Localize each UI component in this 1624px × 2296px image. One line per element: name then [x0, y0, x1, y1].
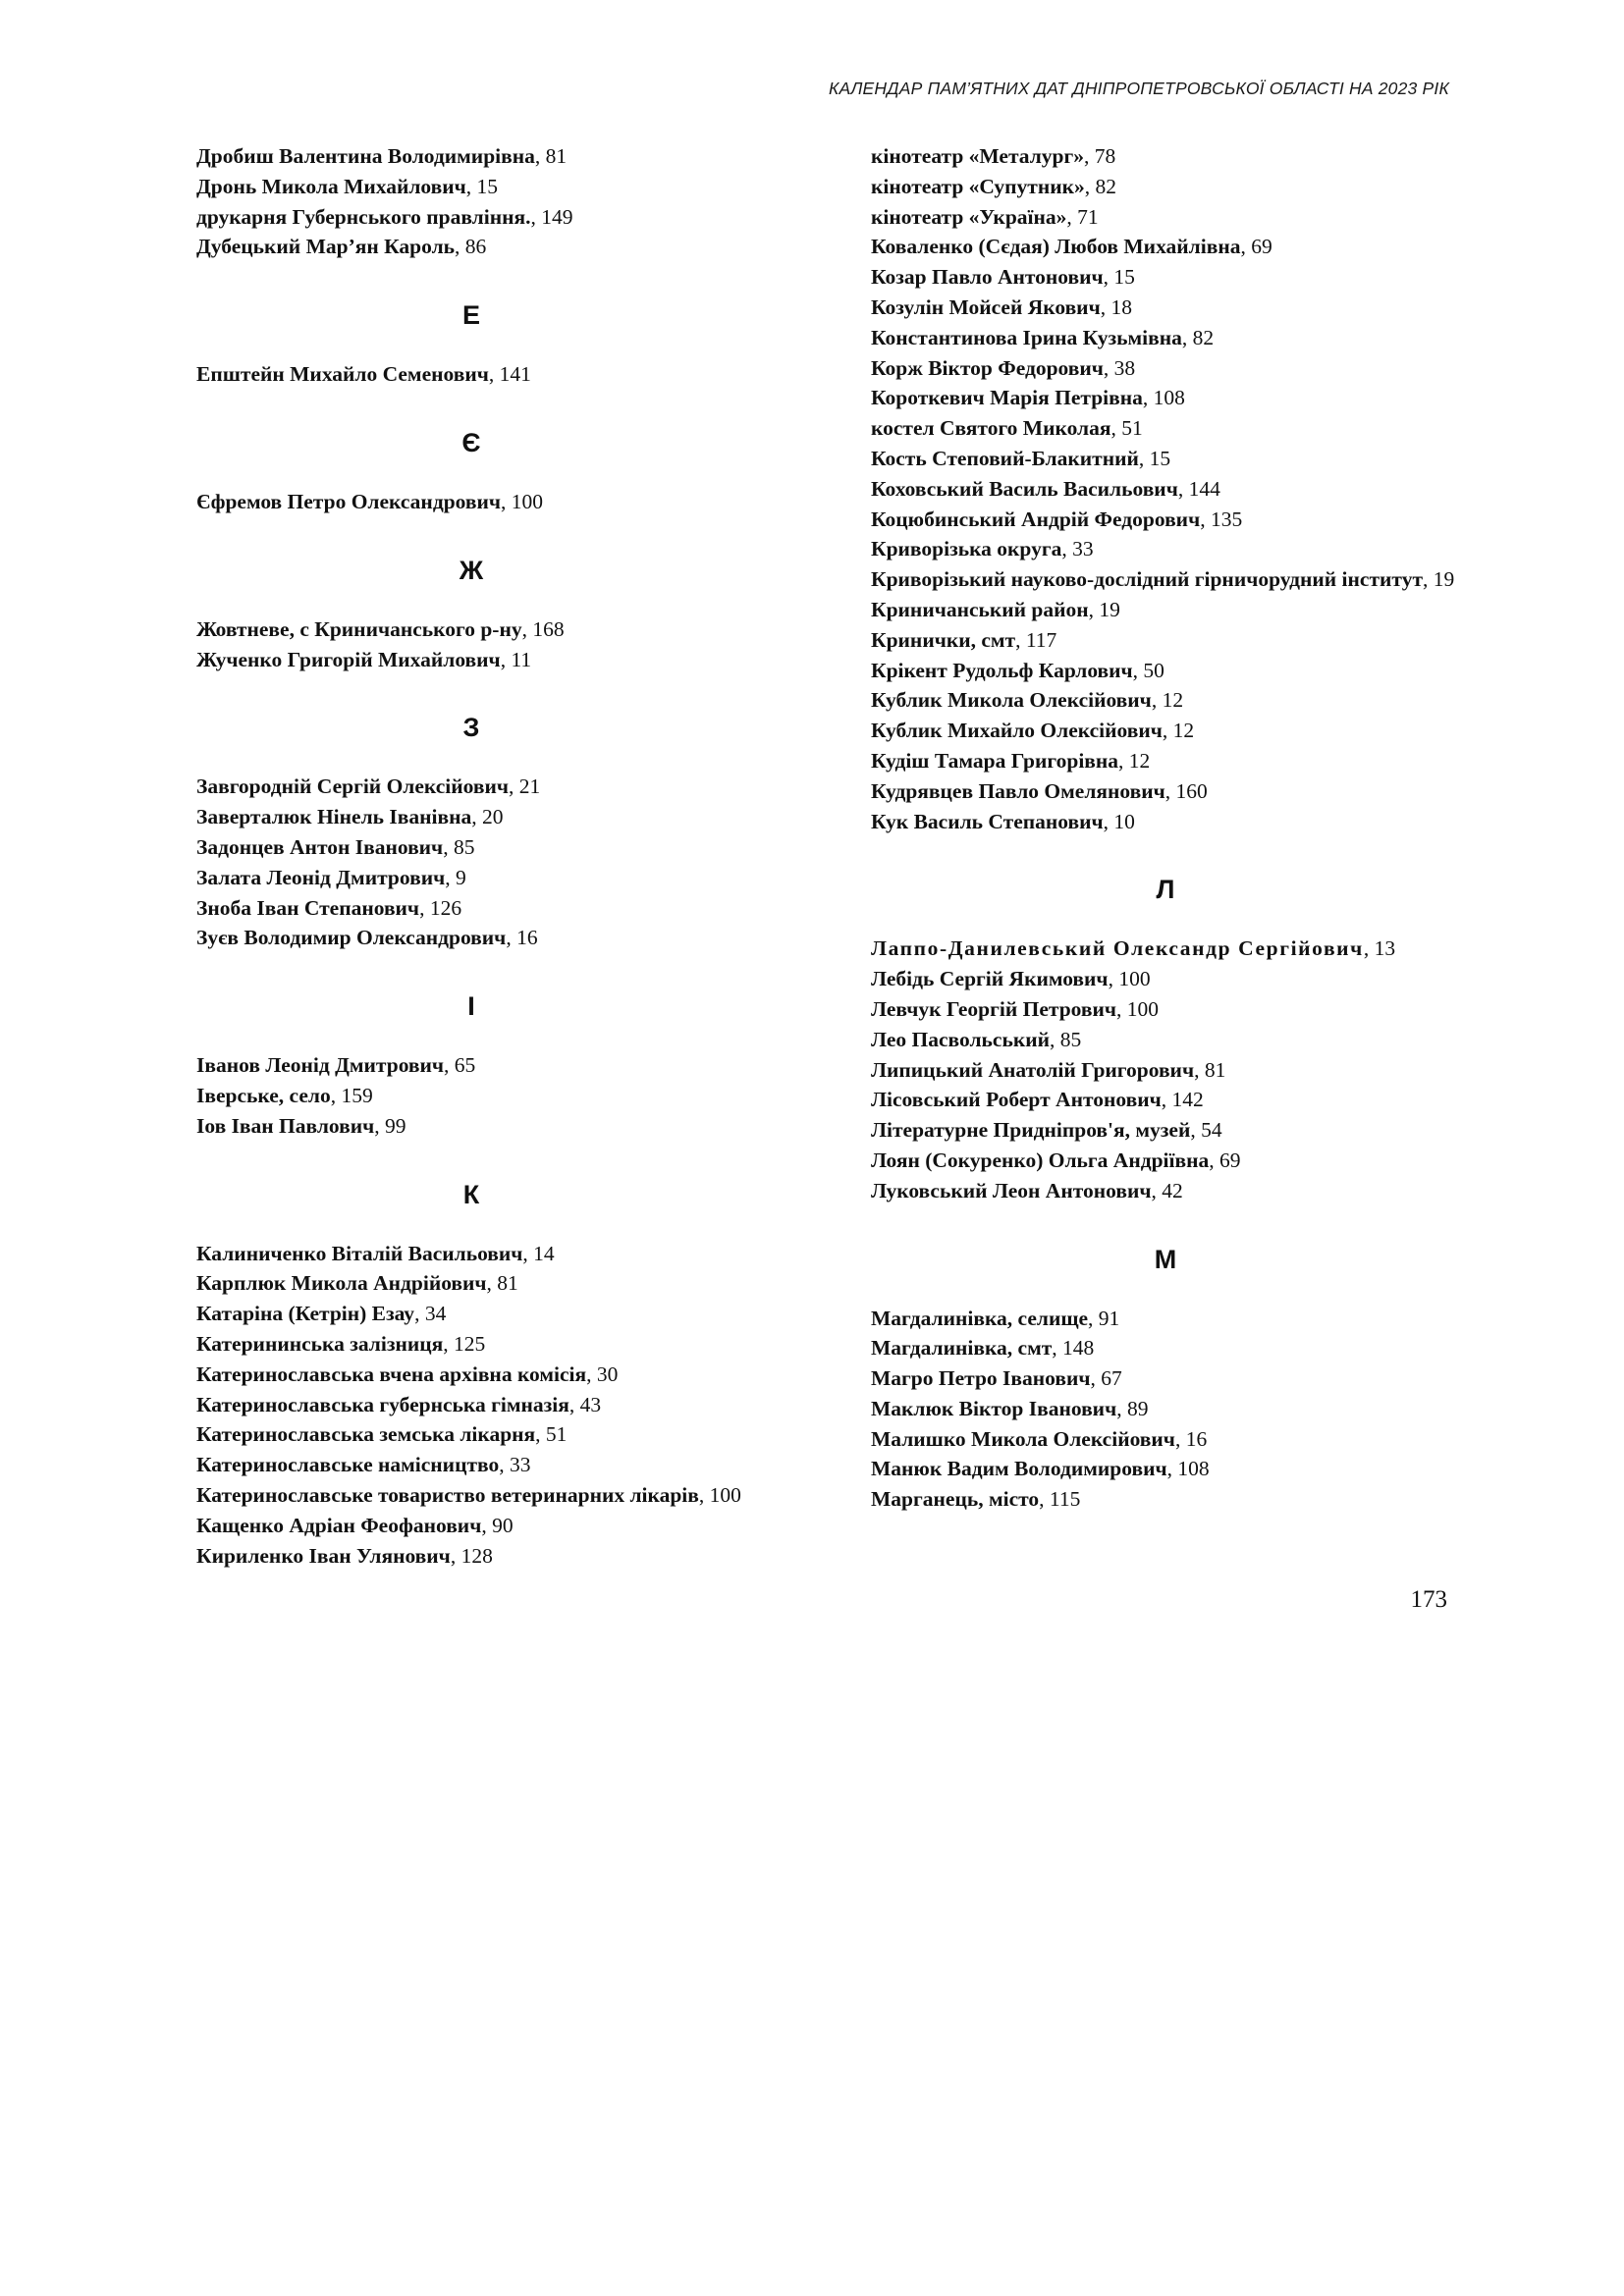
- index-entry-page-ref: , 115: [1039, 1487, 1081, 1512]
- index-entry: [196, 1329, 746, 1360]
- index-entry-page-ref: , 85: [443, 834, 475, 859]
- index-entry-name: Лаппо-Данилевський Олександр Сергійович: [871, 936, 1364, 961]
- index-entry-page-ref: , 100: [501, 489, 543, 513]
- index-entry-name: Криворізька округа: [871, 537, 1062, 561]
- index-entry-name: Катеринославська вчена архівна комісія: [196, 1362, 587, 1386]
- index-entry-page-ref: , 126: [419, 895, 462, 920]
- index-entry-page-ref: , 12: [1118, 748, 1151, 773]
- index-entry: [196, 645, 746, 675]
- index-entry-name: Катаріна (Кетрін) Езау: [196, 1302, 415, 1326]
- index-entry: [196, 1081, 746, 1111]
- index-entry-page-ref: , 33: [1061, 537, 1094, 561]
- index-entry-name: Задонцев Антон Іванович: [196, 834, 444, 859]
- index-entry-page-ref: , 19: [1088, 597, 1120, 621]
- index-entry-page-ref: , 67: [1090, 1366, 1122, 1391]
- index-entry-page-ref: , 43: [568, 1392, 602, 1416]
- index-entry-name: Константинова Ірина Кузьмівна: [871, 325, 1182, 349]
- index-entry: [871, 716, 1460, 746]
- index-entry: [196, 172, 746, 202]
- index-entry-page-ref: , 51: [535, 1422, 568, 1447]
- running-header: КАЛЕНДАР ПАМ’ЯТНИХ ДАТ ДНІПРОПЕТРОВСЬКОЇ ОБЛАСТІ НА 2023 РІК: [828, 79, 1449, 98]
- index-entry-page-ref: , 69: [1240, 235, 1272, 259]
- index-entry-page-ref: , 86: [455, 235, 487, 259]
- index-entry-page-ref: , 135: [1200, 507, 1243, 531]
- index-entry: [196, 1299, 746, 1329]
- index-entry: [196, 614, 746, 645]
- index-entry-page-ref: , 13: [1363, 936, 1396, 961]
- index-entry-name: Іванов Леонід Дмитрович: [196, 1053, 445, 1078]
- index-entry-name: Лео Пасвольський: [871, 1027, 1050, 1051]
- index-letter-heading: Е: [461, 300, 480, 331]
- index-entry-page-ref: , 10: [1103, 809, 1135, 833]
- index-entry-page-ref: , 168: [521, 616, 565, 641]
- index-entry-name: Коховський Василь Васильович: [871, 476, 1178, 501]
- index-entry: [871, 776, 1460, 807]
- index-group: [196, 1239, 746, 1572]
- index-letter-heading: Є: [461, 427, 481, 457]
- index-entry-page-ref: , 18: [1100, 294, 1132, 319]
- index-entry-page-ref: , 65: [444, 1053, 476, 1078]
- index-entry: [196, 1111, 746, 1142]
- index-entry-page-ref: , 82: [1084, 174, 1117, 198]
- index-entry-page-ref: , 99: [374, 1113, 406, 1138]
- index-entry-page-ref: , 81: [534, 144, 568, 168]
- index-group: [196, 141, 746, 262]
- index-entry-name: Коваленко (Сєдая) Любов Михайлівна: [871, 235, 1241, 259]
- index-entry-name: Лоян (Сокуренко) Ольга Андріївна: [871, 1148, 1210, 1172]
- index-entry-name: Дробиш Валентина Володимирівна: [196, 144, 535, 168]
- index-entry: [871, 1484, 1460, 1515]
- index-letter-heading: Л: [1156, 875, 1175, 905]
- index-entry-page-ref: , 160: [1164, 778, 1208, 803]
- index-entry: [196, 923, 746, 953]
- index-entry-page-ref: , 15: [1138, 446, 1171, 470]
- index-entry-page-ref: , 100: [698, 1482, 741, 1507]
- index-entry-page-ref: , 128: [450, 1543, 493, 1568]
- index-group: [196, 772, 746, 953]
- index-entry: [871, 1363, 1460, 1394]
- index-entry: [871, 1085, 1460, 1115]
- index-letter-heading: І: [467, 991, 475, 1022]
- index-entry-page-ref: , 69: [1209, 1148, 1241, 1172]
- index-entry-name: Завгородній Сергій Олексійович: [196, 774, 509, 799]
- index-entry: [871, 564, 1460, 595]
- index-entry: [871, 994, 1460, 1025]
- index-entry-page-ref: , 100: [1116, 996, 1160, 1021]
- index-entry: [871, 685, 1460, 716]
- index-entry-name: Кублик Михайло Олексійович: [871, 719, 1163, 743]
- index-group: [871, 934, 1460, 1205]
- index-letter-heading: К: [462, 1179, 480, 1209]
- index-entry-name: Магдалинівка, селище: [871, 1306, 1089, 1330]
- index-entry-page-ref: , 81: [486, 1271, 518, 1296]
- index-entry-page-ref: , 85: [1050, 1027, 1082, 1051]
- index-entry: [871, 1055, 1460, 1086]
- index-entry: [196, 1360, 746, 1390]
- index-letter-heading: З: [462, 713, 480, 743]
- index-entry-page-ref: , 51: [1110, 416, 1143, 441]
- index-entry-name: Кук Василь Степанович: [871, 809, 1104, 833]
- index-entry: [871, 474, 1460, 505]
- index-entry: [871, 202, 1460, 233]
- index-entry: [871, 444, 1460, 474]
- index-entry-name: Луковський Леон Антонович: [871, 1178, 1152, 1202]
- index-entry: [871, 746, 1460, 776]
- index-entry: [871, 1454, 1460, 1484]
- index-entry-page-ref: , 125: [443, 1331, 486, 1356]
- index-entry: [871, 505, 1460, 535]
- index-entry-name: Малишко Микола Олексійович: [871, 1426, 1175, 1451]
- index-entry: [196, 1480, 746, 1511]
- index-entry: [196, 772, 746, 802]
- index-entry-page-ref: , 78: [1084, 144, 1116, 168]
- index-entry-page-ref: , 90: [481, 1513, 514, 1537]
- index-entry-name: Дубецький Мар’ян Кароль: [196, 235, 456, 259]
- index-column-right: [871, 141, 1460, 1515]
- index-entry-name: Єфремов Петро Олександрович: [196, 489, 501, 513]
- index-entry: [871, 1304, 1460, 1334]
- index-entry-page-ref: , 50: [1132, 658, 1164, 682]
- index-entry-page-ref: , 42: [1151, 1178, 1183, 1202]
- index-entry-name: Кость Степовий-Блакитний: [871, 446, 1139, 470]
- index-group: [871, 141, 1460, 836]
- index-entry: [871, 656, 1460, 686]
- index-entry-page-ref: , 34: [414, 1302, 447, 1326]
- index-entry-page-ref: , 81: [1194, 1057, 1226, 1082]
- index-entry-name: Залата Леонід Дмитрович: [196, 865, 446, 889]
- index-letter-heading: М: [1154, 1244, 1177, 1274]
- index-entry-name: Зуєв Володимир Олександрович: [196, 926, 507, 950]
- index-entry: [196, 1050, 746, 1081]
- index-entry: [871, 1176, 1460, 1206]
- index-entry-name: друкарня Губернського правління.: [196, 204, 531, 229]
- index-entry: [196, 202, 746, 233]
- index-entry: [871, 172, 1460, 202]
- index-entry-page-ref: , 16: [1174, 1426, 1208, 1451]
- index-entry: [871, 293, 1460, 323]
- index-entry: [871, 413, 1460, 444]
- index-entry: [871, 383, 1460, 413]
- index-entry: [871, 323, 1460, 353]
- index-entry: [871, 262, 1460, 293]
- index-entry-page-ref: , 16: [506, 926, 538, 950]
- index-entry-page-ref: , 12: [1162, 719, 1195, 743]
- index-entry-page-ref: , 100: [1108, 967, 1151, 991]
- index-entry-name: Кублик Микола Олексійович: [871, 688, 1152, 713]
- index-entry-name: Катерининська залізниця: [196, 1331, 444, 1356]
- index-entry: [196, 893, 746, 924]
- index-entry: [871, 1025, 1460, 1055]
- index-entry-page-ref: , 12: [1151, 688, 1184, 713]
- index-entry: [871, 232, 1460, 262]
- index-group: [871, 1304, 1460, 1516]
- index-entry-name: Катеринославська земська лікарня: [196, 1422, 536, 1447]
- index-entry-name: Криворізький науково-дослідний гірничорудний інститут: [871, 567, 1424, 592]
- index-group: [196, 359, 746, 390]
- index-entry-name: Кириленко Іван Улянович: [196, 1543, 451, 1568]
- index-entry-page-ref: , 11: [500, 647, 532, 671]
- index-entry-name: Калиниченко Віталій Васильович: [196, 1241, 523, 1265]
- index-entry-name: Магдалинівка, смт: [871, 1336, 1053, 1361]
- index-entry-page-ref: , 141: [488, 362, 531, 387]
- index-entry-name: Корж Віктор Федорович: [871, 355, 1104, 380]
- index-entry-page-ref: , 14: [522, 1241, 555, 1265]
- index-entry: [196, 1450, 746, 1480]
- index-entry-page-ref: , 30: [586, 1362, 619, 1386]
- index-entry-page-ref: , 33: [499, 1453, 531, 1477]
- index-entry: [871, 595, 1460, 625]
- index-entry-name: Крікент Рудольф Карлович: [871, 658, 1133, 682]
- index-entry-name: Короткевич Марія Петрівна: [871, 386, 1143, 410]
- index-entry-name: Карплюк Микола Андрійович: [196, 1271, 487, 1296]
- index-entry-name: Липицький Анатолій Григорович: [871, 1057, 1195, 1082]
- index-entry: [871, 353, 1460, 384]
- index-entry-name: Левчук Георгій Петрович: [871, 996, 1117, 1021]
- index-entry: [196, 802, 746, 832]
- index-entry-page-ref: , 19: [1423, 567, 1455, 592]
- index-entry-name: Епштейн Михайло Семенович: [196, 362, 489, 387]
- index-entry-page-ref: , 82: [1181, 325, 1215, 349]
- index-entry-name: Катеринославське намісництво: [196, 1453, 500, 1477]
- index-entry-name: Коцюбинський Андрій Федорович: [871, 507, 1201, 531]
- index-letter-heading: Ж: [459, 555, 484, 585]
- index-entry: [871, 807, 1460, 837]
- index-entry-name: Кудіш Тамара Григорівна: [871, 748, 1119, 773]
- index-group: [196, 487, 746, 517]
- index-entry-name: Зноба Іван Степанович: [196, 895, 420, 920]
- index-entry-name: Марганець, місто: [871, 1487, 1040, 1512]
- index-entry-page-ref: , 108: [1166, 1457, 1210, 1481]
- index-entry: [871, 1146, 1460, 1176]
- index-entry-name: костел Святого Миколая: [871, 416, 1111, 441]
- index-entry-name: кінотеатр «Металург»: [871, 144, 1085, 168]
- index-entry-page-ref: , 142: [1161, 1088, 1204, 1112]
- index-entry: [196, 1511, 746, 1541]
- index-entry-name: Магро Петро Іванович: [871, 1366, 1091, 1391]
- index-entry-name: Лебідь Сергій Якимович: [871, 967, 1109, 991]
- index-entry-name: Жученко Григорій Михайлович: [196, 647, 501, 671]
- index-entry-name: Літературне Придніпров'я, музей: [871, 1118, 1191, 1143]
- index-entry-name: Криничанський район: [871, 597, 1089, 621]
- index-entry-name: Кудрявцев Павло Омелянович: [871, 778, 1165, 803]
- index-entry-name: кінотеатр «Україна»: [871, 204, 1067, 229]
- index-entry-page-ref: , 89: [1116, 1396, 1149, 1420]
- page-number: 173: [1410, 1586, 1447, 1613]
- index-entry: [196, 832, 746, 863]
- index-entry: [871, 625, 1460, 656]
- index-group: [196, 614, 746, 675]
- index-entry: [871, 1115, 1460, 1146]
- index-entry: [196, 359, 746, 390]
- index-entry: [196, 232, 746, 262]
- index-entry-page-ref: , 15: [1103, 265, 1135, 290]
- index-entry: [196, 1268, 746, 1299]
- index-entry: [196, 1390, 746, 1420]
- index-entry: [196, 487, 746, 517]
- index-entry: [196, 863, 746, 893]
- index-entry: [196, 1541, 746, 1572]
- index-entry-name: Козар Павло Антонович: [871, 265, 1104, 290]
- index-entry: [871, 141, 1460, 172]
- index-entry: [196, 1239, 746, 1269]
- index-entry-name: Лісовський Роберт Антонович: [871, 1088, 1162, 1112]
- index-entry-name: Жовтневе, с Криничанського р-ну: [196, 616, 522, 641]
- index-entry-name: Катеринославська губернська гімназія: [196, 1392, 569, 1416]
- index-entry-name: Манюк Вадим Володимирович: [871, 1457, 1167, 1481]
- index-entry: [196, 1419, 746, 1450]
- index-entry: [196, 141, 746, 172]
- index-entry-page-ref: , 9: [445, 865, 466, 889]
- index-column-left: [196, 141, 746, 1571]
- index-entry-name: Кащенко Адріан Феофанович: [196, 1513, 482, 1537]
- index-entry-page-ref: , 15: [465, 174, 499, 198]
- index-entry-page-ref: , 117: [1015, 627, 1057, 652]
- index-entry-name: Іов Іван Павлович: [196, 1113, 375, 1138]
- index-entry-page-ref: , 144: [1177, 476, 1220, 501]
- index-entry-page-ref: , 159: [330, 1083, 373, 1107]
- index-entry: [871, 934, 1460, 964]
- index-group: [196, 1050, 746, 1141]
- index-entry-page-ref: , 20: [471, 805, 504, 829]
- index-entry-page-ref: , 71: [1066, 204, 1099, 229]
- index-entry-name: кінотеатр «Супутник»: [871, 174, 1085, 198]
- index-entry: [871, 1424, 1460, 1455]
- index-entry-page-ref: , 148: [1052, 1336, 1095, 1361]
- index-entry-name: Дронь Микола Михайлович: [196, 174, 466, 198]
- index-entry-name: Катеринославське товариство ветеринарних лікарів: [196, 1482, 699, 1507]
- index-entry: [871, 964, 1460, 994]
- index-entry-name: Кринички, смт: [871, 627, 1016, 652]
- index-entry-page-ref: , 108: [1142, 386, 1185, 410]
- index-entry-name: Маклюк Віктор Іванович: [871, 1396, 1117, 1420]
- index-entry-page-ref: , 54: [1190, 1118, 1222, 1143]
- index-entry-page-ref: , 21: [509, 774, 541, 799]
- index-entry: [871, 1333, 1460, 1363]
- index-entry: [871, 534, 1460, 564]
- index-entry-page-ref: , 149: [530, 204, 573, 229]
- index-entry-name: Іверське, село: [196, 1083, 331, 1107]
- index-entry-page-ref: , 38: [1103, 355, 1136, 380]
- index-entry-name: Козулін Мойсей Якович: [871, 294, 1101, 319]
- index-entry: [871, 1394, 1460, 1424]
- index-entry-name: Заверталюк Нінель Іванівна: [196, 805, 472, 829]
- index-entry-page-ref: , 91: [1088, 1306, 1120, 1330]
